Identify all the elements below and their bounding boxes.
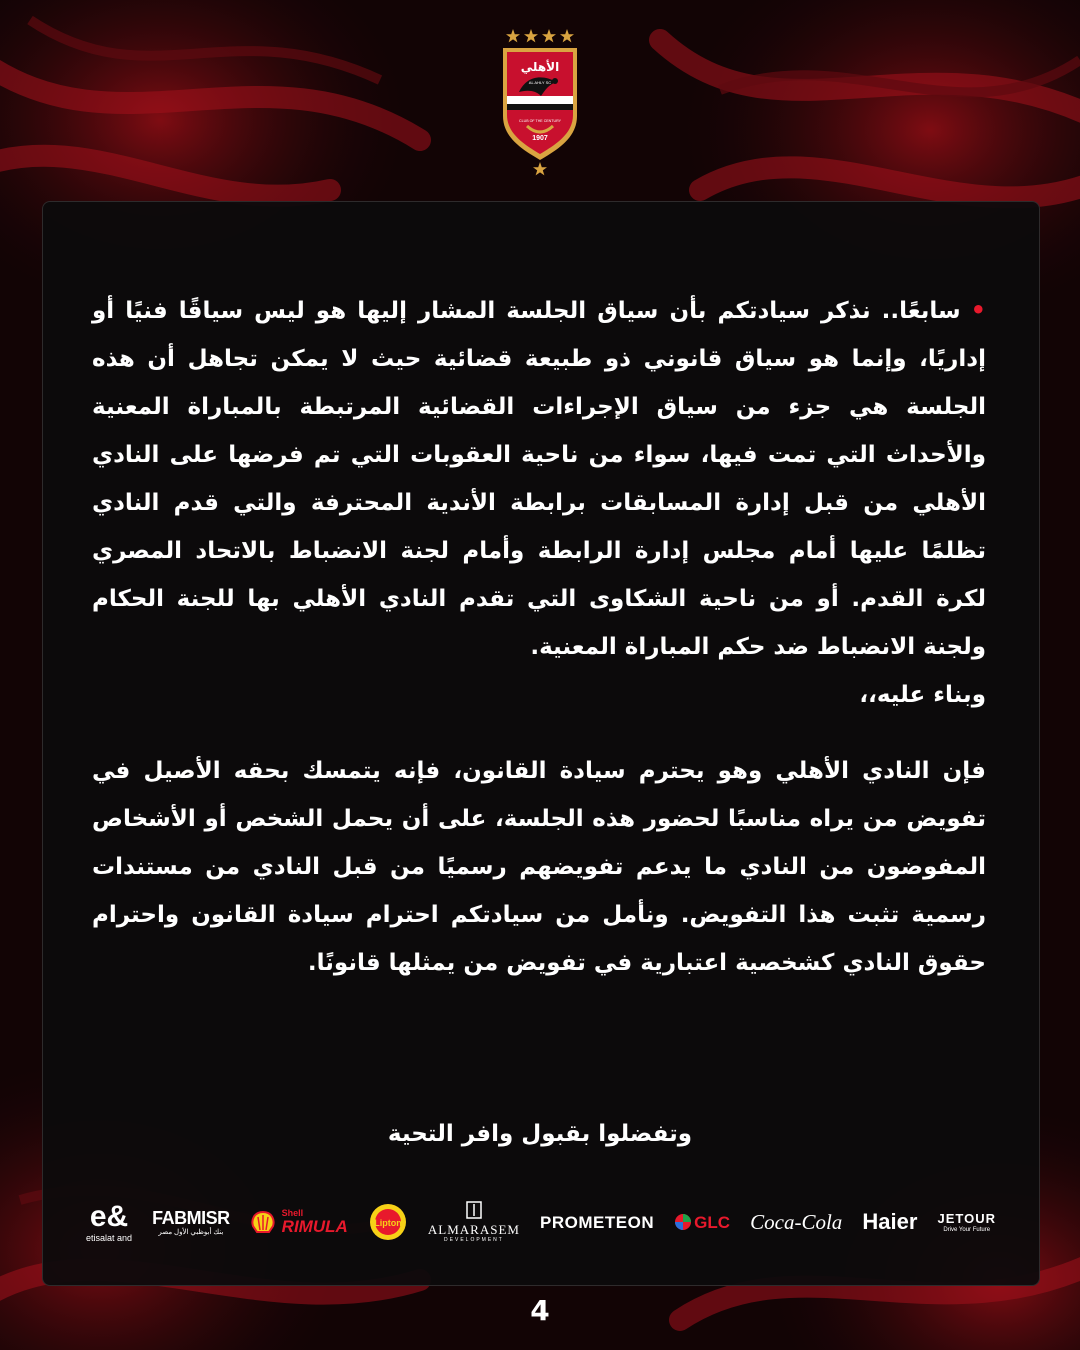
sponsor-prometeon-logo: PROMETEON [540,1212,655,1232]
almarasem-emblem-icon [466,1201,482,1219]
sponsor-eand-logo: e& etisalat and [86,1199,133,1243]
closing-greeting: وتفضلوا بقبول وافر التحية [387,1121,693,1147]
sponsor-haier-logo: Haier [862,1209,918,1234]
sponsor-glc-logo: GLC [674,1213,730,1231]
glc-circle-icon [674,1213,692,1231]
svg-text:Lipton: Lipton [374,1218,402,1228]
sponsor-shell-rimula-logo: Shell RIMULA [250,1209,348,1235]
shell-icon [250,1210,276,1234]
sponsor-fabmisr-logo: FABMISR بنك أبوظبي الأول مصر [152,1207,230,1236]
svg-text:1907: 1907 [532,135,548,142]
crest-bottom-star [533,162,547,175]
sponsor-almarasem-logo: ALMARASEM DEVELOPMENT [428,1201,520,1243]
paragraph-seventh-point: •سابعًا.. نذكر سيادتكم بأن سياق الجلسة المشار إليها هو ليس سياقًا فنيًا أو إداريًا، وإنما هو سياق قانوني ذو طبيعة قضائية حيث لا يمكن تجاهل أن هذه الجلسة هي جزء من سياق الإجراءات القضائية المرتبطة بالمباراة المعنية والأحداث التي تمت فيها، سواء من ناحية العقوبات التي تم فرضها على النادي الأهلي من قبل إدارة المسابقات برابطة الأندية المحترفة والتي قدم النادي تظلمًا عليها أمام مجلس إدارة الرابطة وأمام لجنة الانضباط بالاتحاد المصري لكرة القدم. أو من ناحية الشكاوى التي تقدم النادي الأهلي بها للجنة الحكام ولجنة الانضباط ضد حكم المباراة المعنية. [92,296,986,660]
bullet-icon: • [970,296,986,324]
svg-text:الأهلي: الأهلي [520,60,560,74]
page-number: 4 [530,1294,550,1327]
crest-top-stars [506,29,574,42]
paragraph-accordingly: وبناء عليه،، [859,682,986,708]
al-ahly-crest [497,26,583,176]
sponsor-jetour-logo: JETOUR Drive Your Future [937,1210,996,1233]
statement-body [92,286,986,987]
svg-text:CLUB OF THE CENTURY: CLUB OF THE CENTURY [519,119,561,123]
svg-text:AL AHLY SC: AL AHLY SC [528,80,552,85]
sponsor-cocacola-logo: Coca-Cola [750,1209,843,1234]
paragraph-club-position: فإن النادي الأهلي وهو يحترم سيادة القانون، فإنه يتمسك بحقه الأصيل في تفويض من يراه مناسبًا لحضور هذه الجلسة، على أن يحمل الشخص أو الأشخاص المفوضون من النادي ما يدعم تفويضهم رسميًا من قبل النادي من مستندات رسمية تثبت هذا التفويض. ونأمل من سيادتكم احترام سيادة القانون واحترام حقوق النادي كشخصية اعتبارية في تفويض من يمثلها قانونًا. [92,758,986,976]
sponsors-bar [86,1196,996,1248]
sponsor-lipton-logo [368,1202,408,1242]
